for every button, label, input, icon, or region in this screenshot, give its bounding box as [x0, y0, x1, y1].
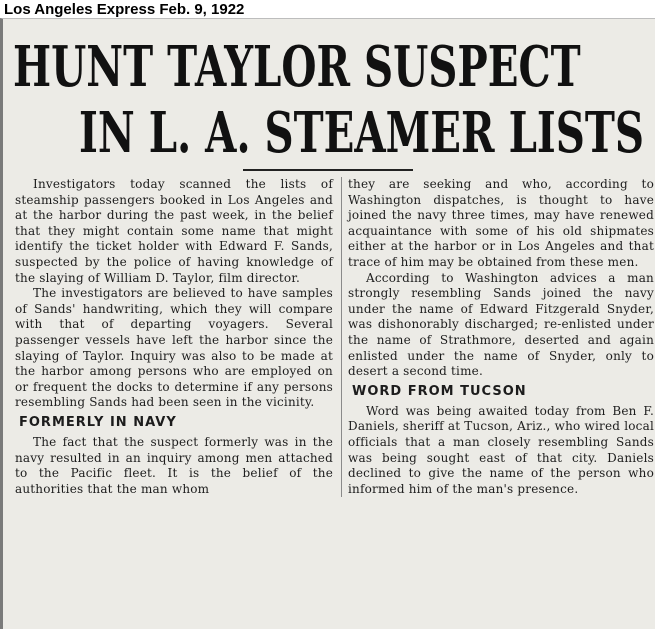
headline-line-2: IN L. A. STEAMER LISTS: [79, 100, 645, 166]
article-column-1: [15, 177, 333, 497]
subhead-formerly-in-navy: FORMERLY IN NAVY: [19, 414, 177, 430]
article-column-2: [341, 177, 654, 497]
col2-paragraph-3: Word was being awaited today from Ben F. Daniels, sheriff at Tucson, Ariz., who wired local officials that a man closely resembling Sands was being sought east of that city. Daniels declined to give the name of the person who informed him of the man's presence.: [348, 403, 654, 496]
col1-paragraph-3: The fact that the suspect formerly was in the navy resulted in an inquiry among men attached to the Pacific fleet. It is the belief of the authorities that the man whom: [15, 434, 333, 496]
headline-rule: [243, 169, 413, 171]
subhead-word-from-tucson: WORD FROM TUCSON: [352, 383, 527, 399]
source-caption: Los Angeles Express Feb. 9, 1922: [4, 1, 245, 18]
col2-paragraph-1: they are seeking and who, according to Washington dispatches, is thought to have joined the navy three times, may have renewed acquaintance with some of his old shipmates either at the harbor or in Los Angeles and that trace of him may be obtained from these men.: [348, 177, 654, 269]
newspaper-clipping: [0, 18, 655, 629]
col1-paragraph-2: The investigators are believed to have samples of Sands' handwriting, which they will compare with that of departing voyagers. Several passenger vessels have left the harbor since the slaying of Taylor. Inquiry was also to be made at the harbor among persons who are employed on or frequent the docks to determine if any persons resembling Sands had been seen in the vicinity.: [15, 286, 333, 410]
col1-paragraph-1: Investigators today scanned the lists of steamship passengers booked in Los Angeles and at the harbor during the past week, in the belief that they might contain some name that might identify the ticket holder with Edward F. Sands, suspected by the police of having knowledge of the slaying of William D. Taylor, film director.: [15, 177, 333, 285]
col2-paragraph-2: According to Washington advices a man strongly resembling Sands joined the navy under the name of Edward Fitzgerald Snyder, was dishonorably discharged; re-enlisted under the name of Strathmore, deserted and again enlisted under the name of Snyder, only to desert a second time.: [348, 270, 654, 379]
headline-line-1: HUNT TAYLOR SUSPECT: [13, 34, 581, 100]
